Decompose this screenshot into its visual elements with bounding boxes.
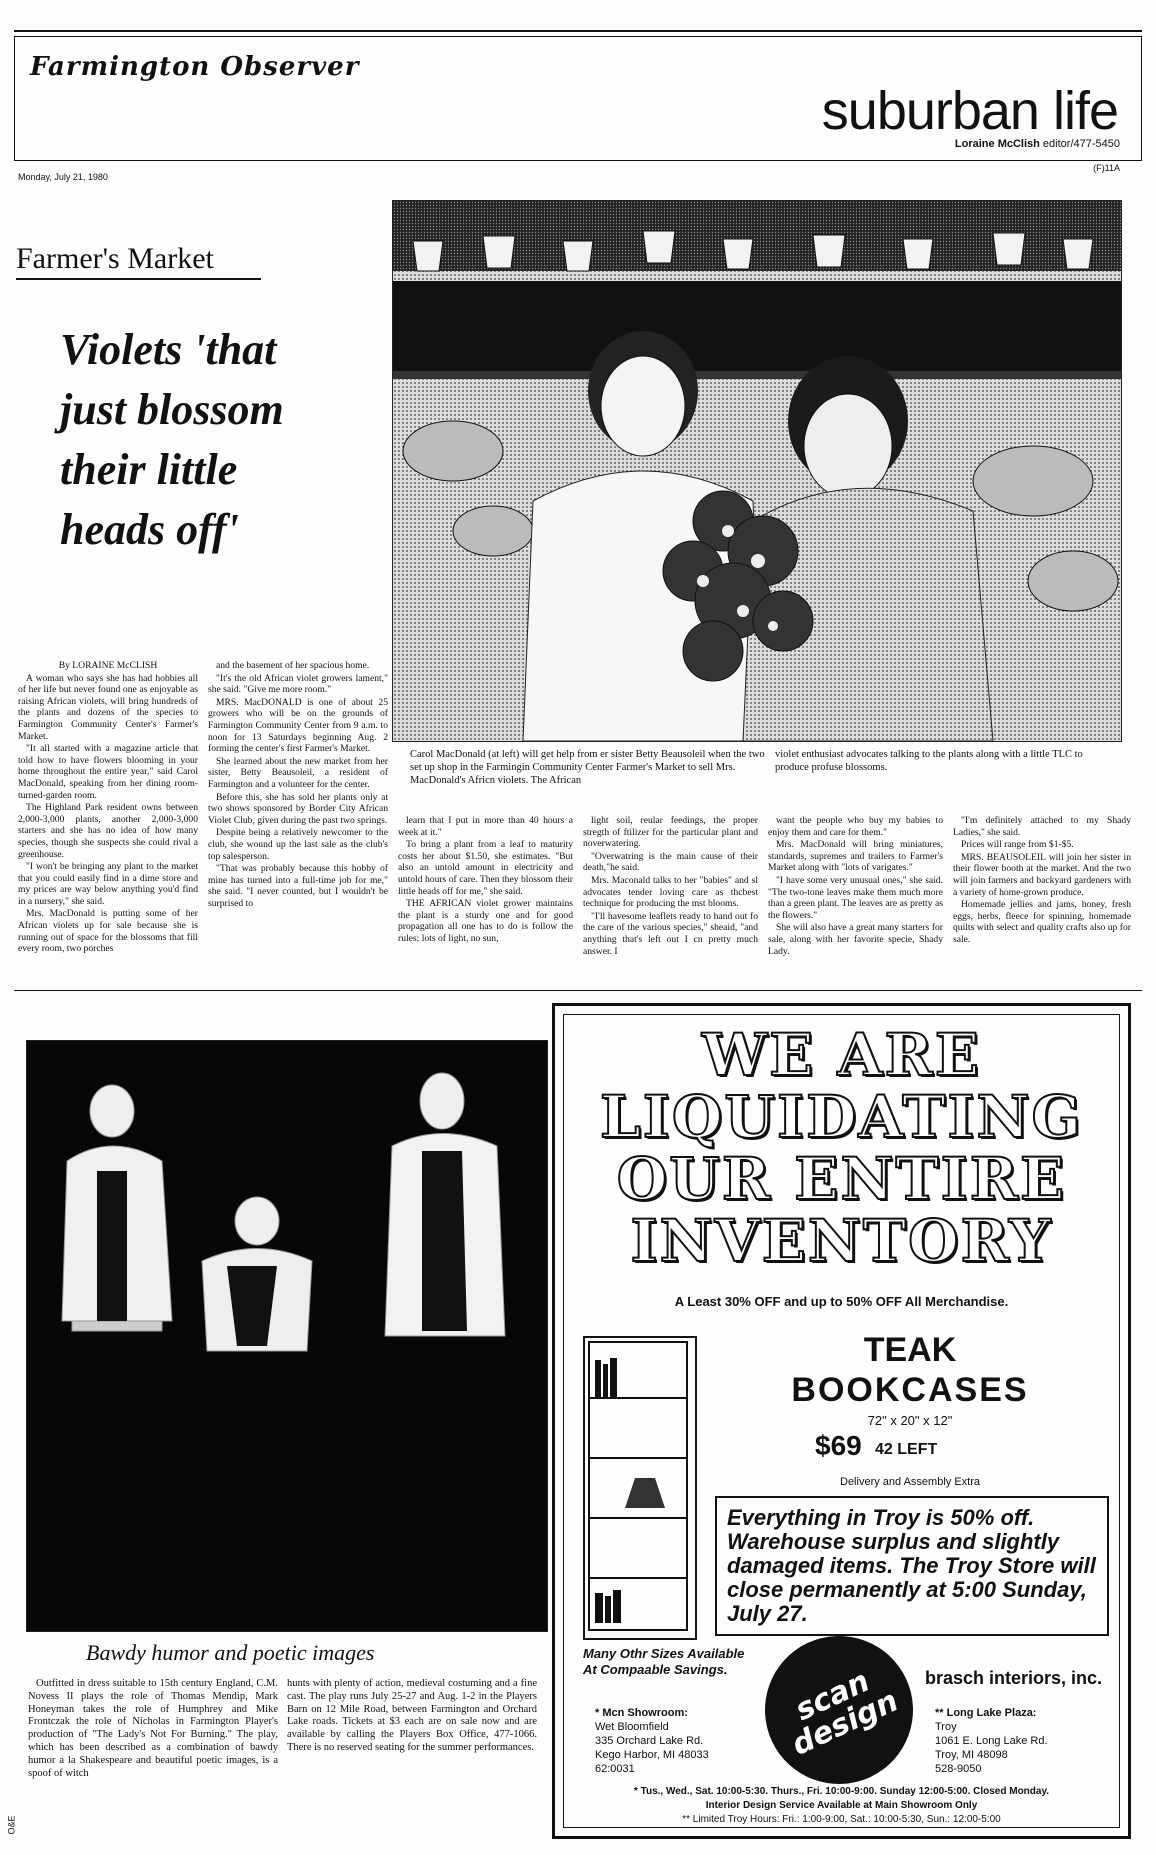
- bookcase-icon: [585, 1338, 691, 1634]
- ad-sizes-line-1: Many Othr Sizes Available: [583, 1646, 745, 1661]
- ad-delivery: Delivery and Assembly Extra: [840, 1476, 980, 1488]
- page-code: (F)11A: [1093, 163, 1120, 173]
- violets-photo: [392, 200, 1122, 742]
- paragraph: Before this, she has sold her plants only at two shows sponsored by Border City African Violet Club, given during the past two springs.: [208, 791, 388, 826]
- editor-line: [955, 138, 1120, 150]
- theater-headline: Bawdy humor and poetic images: [86, 1640, 375, 1665]
- showroom-line: 528-9050: [935, 1763, 982, 1775]
- issue-date: Monday, July 21, 1980: [18, 172, 108, 182]
- ad-product-line-1: TEAK: [863, 1331, 957, 1369]
- paragraph: She will also have a great many starters for sale, along with her favorite specie, Shady Lady.: [768, 922, 943, 957]
- showroom-line: ** Long Lake Plaza:: [935, 1707, 1037, 1719]
- masthead-bottom-rule: [14, 160, 1142, 161]
- paragraph: "I'm definitely attached to my Shady Ladies," she said.: [953, 815, 1131, 838]
- paragraph: To bring a plant from a leaf to maturity costs her about $1.50, she estimates. "But also an untold amount in electricity and untold hours of care. Then they blossom their little heads off for me," she said.: [398, 839, 573, 897]
- paragraph: and the basement of her spacious home.: [216, 660, 370, 671]
- photo-caption-left: Carol MacDonald (at left) will get help from er sister Betty Beausoleil when the two set up shop in the Farmingin Community Center Farmer's Market to sell Mrs. MacDonald's Africn violets. The African: [410, 749, 765, 786]
- paragraph: The Highland Park resident owns between 2,000-3,000 plants, another 2,000-3,000 starters and she has no idea of how many species, though she suspects she could rival a greenhouse.: [18, 802, 198, 860]
- showroom-line: Troy: [935, 1721, 957, 1733]
- paragraph: Outfitted in dress suitable to 15th century England, C.M. Novess II plays the role of Thomas Mendip, Mark Honeyman takes the role of Humphrey and Mike Frontczak the role of Nicholas in Farmington Player's production of "The Lady's Not For Burning." The play, which has been described as a combination of bawdy humor a la Shakespeare and beautiful poetic images, is a spoof of witch: [28, 1678, 278, 1779]
- paragraph: "I have some very unusual ones," she said. "The two-tone leaves make them much more than a green plant. The leaves are as pretty as the flowers.": [768, 874, 943, 921]
- margin-code: O&E: [6, 1815, 17, 1835]
- paragraph: Mrs. MacDonald is putting some of her African violets up for sale because she is running out of space for the blossoms that fill every room, two porches: [18, 908, 198, 955]
- ad-headline-line: OUR ENTIRE: [616, 1145, 1067, 1213]
- theater-photo: [26, 1040, 548, 1632]
- main-showroom: [595, 1706, 709, 1776]
- paragraph: want the people who buy my babies to enjoy them and care for them.": [768, 815, 943, 838]
- paragraph: Homemade jellies and jams, honey, fresh eggs, herbs, fleece for spinning, homemade quilts with select and quality crafts also up for sale.: [953, 899, 1131, 945]
- paragraph: "It all started with a magazine article that told how to have flowers blooming in your home throughout the entire year," said Carol MacDonald, speaking from her dining room-turned-garden room.: [18, 743, 198, 801]
- violets-photo-drawing: [393, 201, 1121, 741]
- scan-design-logo: scan design: [741, 1612, 938, 1809]
- paragraph: "Overwatring is the main cause of their death,"he said.: [583, 850, 758, 874]
- showroom-line: 62:0031: [595, 1763, 635, 1775]
- ad-product-line-2: BOOKCASES: [791, 1371, 1029, 1409]
- paragraph: "That was probably because this hobby of mine has turned into a full-time job for me," she said. "I never counted, but I wouldn't be surprised to: [208, 863, 388, 909]
- ad-price: $69: [815, 1430, 862, 1461]
- article-column-4: [583, 815, 758, 958]
- article-column-3: [398, 815, 573, 946]
- editor-name: Loraine McClish: [954, 138, 1040, 150]
- kicker: Farmer's Market: [16, 242, 214, 275]
- showroom-line: Wet Bloomfield: [595, 1721, 669, 1733]
- ad-headline-line: LIQUIDATING: [599, 1083, 1084, 1151]
- headline: Violets 'that just blossom their little heads off': [60, 325, 284, 554]
- paragraph: Prices will range from $1-$5.: [961, 839, 1074, 851]
- paragraph: "I won't be bringing any plant to the market that you could easily find in a dime store and my prices are way below anything you'd find in a nursery," she said.: [18, 861, 198, 907]
- ad-dimensions: 72" x 20" x 12": [867, 1413, 953, 1428]
- top-rule-thin: [14, 36, 1142, 37]
- article-column-5: [768, 815, 943, 958]
- showroom-line: 335 Orchard Lake Rd.: [595, 1735, 704, 1747]
- showroom-line: Troy, MI 48098: [935, 1749, 1008, 1761]
- masthead-border-left: [14, 36, 15, 160]
- ad-price-note: 42 LEFT: [875, 1441, 938, 1458]
- section-title: suburban life: [821, 81, 1118, 141]
- theater-photo-drawing: [27, 1041, 547, 1631]
- paragraph: "I'll havesome leaflets ready to hand out fo the care of the various species," sheaid, "and anything that's left out I cn pretty much answer. I: [583, 910, 758, 957]
- troy-showroom: [935, 1706, 1048, 1776]
- bookcase-illustration: [583, 1336, 697, 1640]
- masthead-border-right: [1141, 36, 1142, 160]
- paragraph: MRS. MacDONALD is one of about 25 growers who will be on the grounds of Farmington Community Center from 9 a.m. to noon for 13 Saturdays beginning Aug. 2 forming the center's first Farmer's Market.: [208, 696, 388, 755]
- ad-sizes-line-2: At Compaable Savings.: [583, 1662, 728, 1677]
- theater-column-1: [28, 1678, 278, 1781]
- showroom-line: 1061 E. Long Lake Rd.: [935, 1735, 1048, 1747]
- ad-hours-2: Interior Design Service Available at Main Showroom Only: [705, 1800, 978, 1811]
- paragraph: hunts with plenty of action, medieval costuming and a fine cast. The play runs July 25-27 and Aug. 1-2 in the Players Barn on 12 Mile Road, between Farmington and Orchard Lake roads. Tickets at $3 each are on sale now and are available by calling the Players Box Office, 477-1066. There is no reserved seating for the summer performances.: [287, 1678, 537, 1753]
- photo-caption-right: violet enthusiast advocates talking to the plants along with a little TLC to produce profuse blossoms.: [775, 749, 1083, 773]
- article-column-6: [953, 815, 1131, 947]
- section-divider: [14, 990, 1142, 991]
- paragraph: Mrs. MacDonald will bring miniatures, standards, supremes and trailers to Farmer's Market along with "lots of varigates.": [768, 839, 943, 874]
- paragraph: "It's the old African violet growers lament," she said. "Give me more room.": [208, 672, 388, 696]
- showroom-line: * Mcn Showroom:: [595, 1707, 688, 1719]
- editor-contact: editor/477-5450: [1039, 138, 1120, 150]
- paragraph: A woman who says she has had hobbies all of her life but never found one as enjoyable as raising African violets, will bring hundreds of the plants and dozens of the species to Farmington Community Center's Farmer's Market.: [18, 672, 198, 742]
- paragraph: light soil, reular feedings, the proper stregth of ftilizer for the particular plant and noverwatering.: [583, 815, 758, 850]
- ad-brand: brasch interiors, inc.: [925, 1668, 1103, 1688]
- paragraph: She learned about the new market from her sister, Betty Beausoleil, a resident of Farmington and a volunteer for the center.: [208, 755, 388, 790]
- newspaper-logo: Farmington Observer: [30, 52, 360, 82]
- theater-column-2: [287, 1678, 537, 1756]
- top-rule: [14, 30, 1142, 32]
- kicker-underline: [16, 278, 261, 280]
- ad-hours-3: ** Limited Troy Hours: Fri.: 1:00-9:00, Sat.: 10:00-5:30, Sun.: 12:00-5:00: [682, 1814, 1001, 1825]
- paragraph: THE AFRICAN violet grower maintains the plant is a sturdy one and for good propagation all one has to do is follow the rules: lots of light, no sun,: [398, 898, 573, 944]
- paragraph: Despite being a relatively newcomer to the club, she wound up the last sale as the club's top salesperson.: [208, 827, 388, 862]
- paragraph: MRS. BEAUSOLEIL will join her sister in their flower booth at the market. And the two will join farmers and backyard gardeners with a variety of home-grown produce.: [953, 851, 1131, 898]
- ad-headline-line: INVENTORY: [630, 1207, 1053, 1275]
- ad-headline-line: WE ARE: [702, 1021, 981, 1089]
- ad-hours-1: * Tus., Wed., Sat. 10:00-5:30. Thurs., Fri. 10:00-9:00. Sunday 12:00-5:00. Closed Monday.: [633, 1786, 1050, 1797]
- showroom-line: Kego Harbor, MI 48033: [595, 1749, 709, 1761]
- byline: By LORAINE McCLISH: [58, 660, 158, 671]
- article-column-2: [208, 660, 388, 910]
- paragraph: Mrs. Maconald talks to her "babies" and sl advocates tender loving care as thcbest technique for producing the mst blooms.: [583, 874, 758, 910]
- scan-design-ad: [552, 1003, 1131, 1839]
- ad-discount: A Least 30% OFF and up to 50% OFF All Merchandise.: [674, 1294, 1009, 1309]
- article-column-1: [18, 660, 198, 956]
- paragraph: learn that I put in more than 40 hours a week at it.": [398, 815, 573, 838]
- troy-notice: Everything in Troy is 50% off. Warehouse surplus and slightly damaged items. The Troy Store will close permanently at 5:00 Sunday, July 27.: [715, 1496, 1109, 1636]
